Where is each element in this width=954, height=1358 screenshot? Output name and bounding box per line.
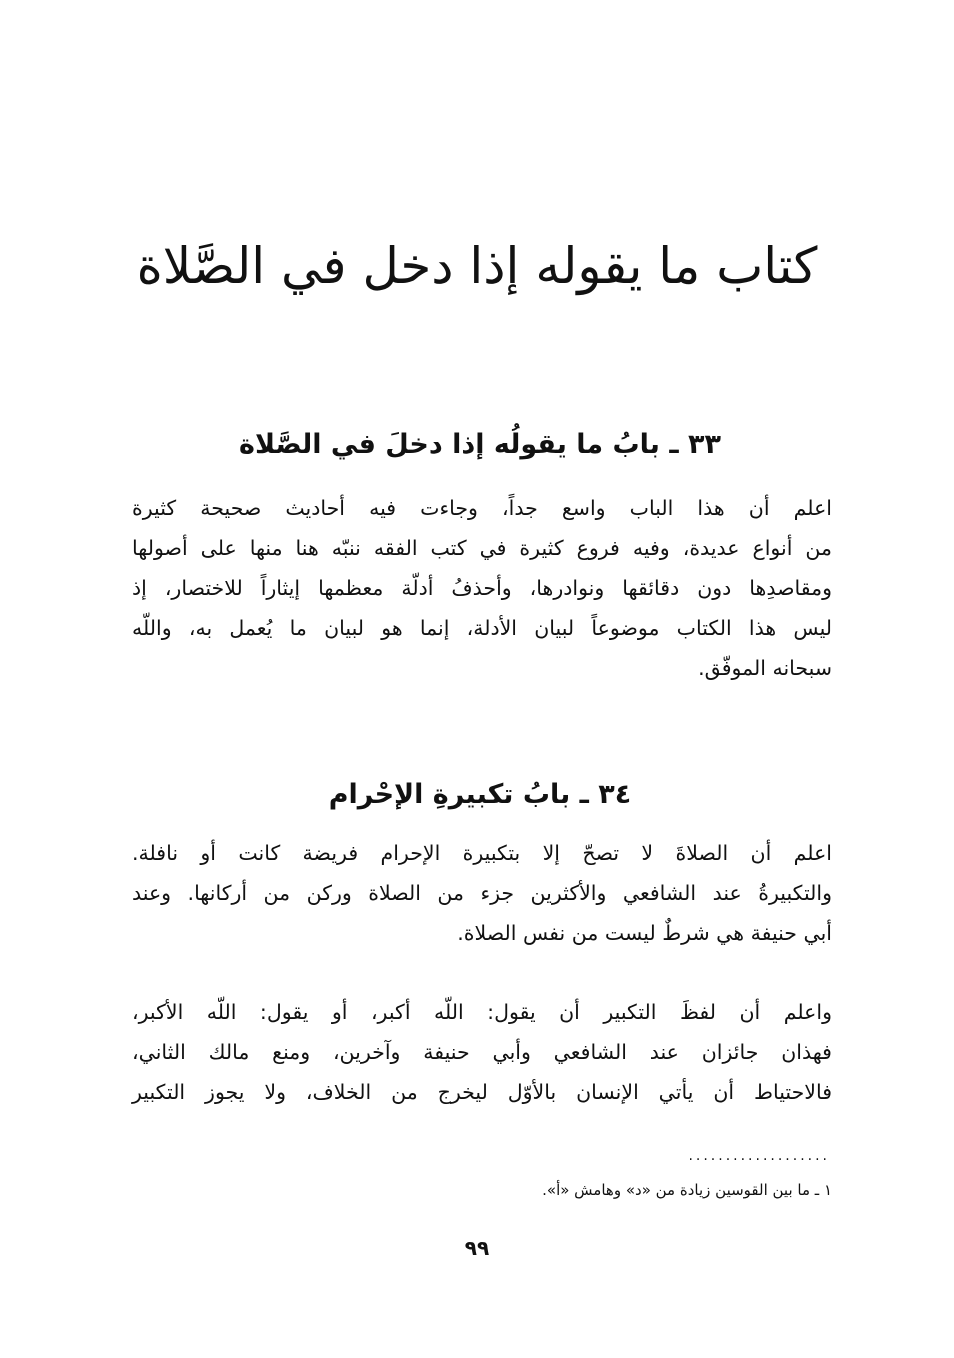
paragraph-takbir-wording	[132, 992, 832, 1112]
text-line: ومقاصدِها دون دقائقها ونوادرها، وأحذفُ أدلّة معظمها إيثاراً للاختصار، إذ	[132, 576, 832, 600]
text-line: فالاحتياط أن يأتي الإنسان بالأوّل ليخرج من الخلاف، ولا يجوز التكبير	[132, 1080, 832, 1104]
paragraph-takbir-rule	[132, 833, 832, 953]
footnote-separator: ...................	[688, 1148, 830, 1164]
text-line: سبحانه الموفّق.	[698, 656, 832, 680]
page-number: ٩٩	[464, 1236, 490, 1260]
chapter-heading-34: ٣٤ ـ بابُ تكبيرةِ الإحْرام	[328, 779, 632, 810]
text-line: من أنواع عديدة، وفيه فروع كثيرة في كتب الفقه ننبّه هنا منها على أصولها	[132, 536, 832, 560]
chapter-heading-33: ٣٣ ـ بابُ ما يقولُه إذا دخلَ في الصَّلاة	[239, 429, 721, 460]
text-line: اعلم أن الصلاةَ لا تصحّ إلا بتكبيرة الإحرام فريضة كانت أو نافلة.	[132, 841, 832, 865]
text-line: والتكبيرةُ عند الشافعي والأكثرين جزء من الصلاة وركن من أركانها. وعند	[132, 881, 832, 905]
book-title: كتاب ما يقوله إذا دخل في الصَّلاة	[136, 237, 818, 295]
text-line: اعلم أن هذا الباب واسع جداً، وجاءت فيه أحاديث صحيحة كثيرة	[132, 496, 832, 520]
paragraph-intro	[132, 488, 832, 688]
text-line: ليس هذا الكتاب موضوعاً لبيان الأدلة، إنما هو لبيان ما يُعمل به، واللّه	[132, 616, 832, 640]
text-line: فهذان جائزان عند الشافعي وأبي حنيفة وآخرين، ومنع مالك الثاني،	[132, 1040, 832, 1064]
text-line: أبي حنيفة هي شرطٌ ليست من نفس الصلاة.	[457, 921, 832, 945]
footnote: ١ ـ ما بين القوسين زيادة من «د» وهامش «أ».	[542, 1181, 832, 1199]
text-line: واعلم أن لفظَ التكبير أن يقول: اللّه أكبر، أو يقول: اللّه الأكبر،	[132, 1000, 832, 1024]
